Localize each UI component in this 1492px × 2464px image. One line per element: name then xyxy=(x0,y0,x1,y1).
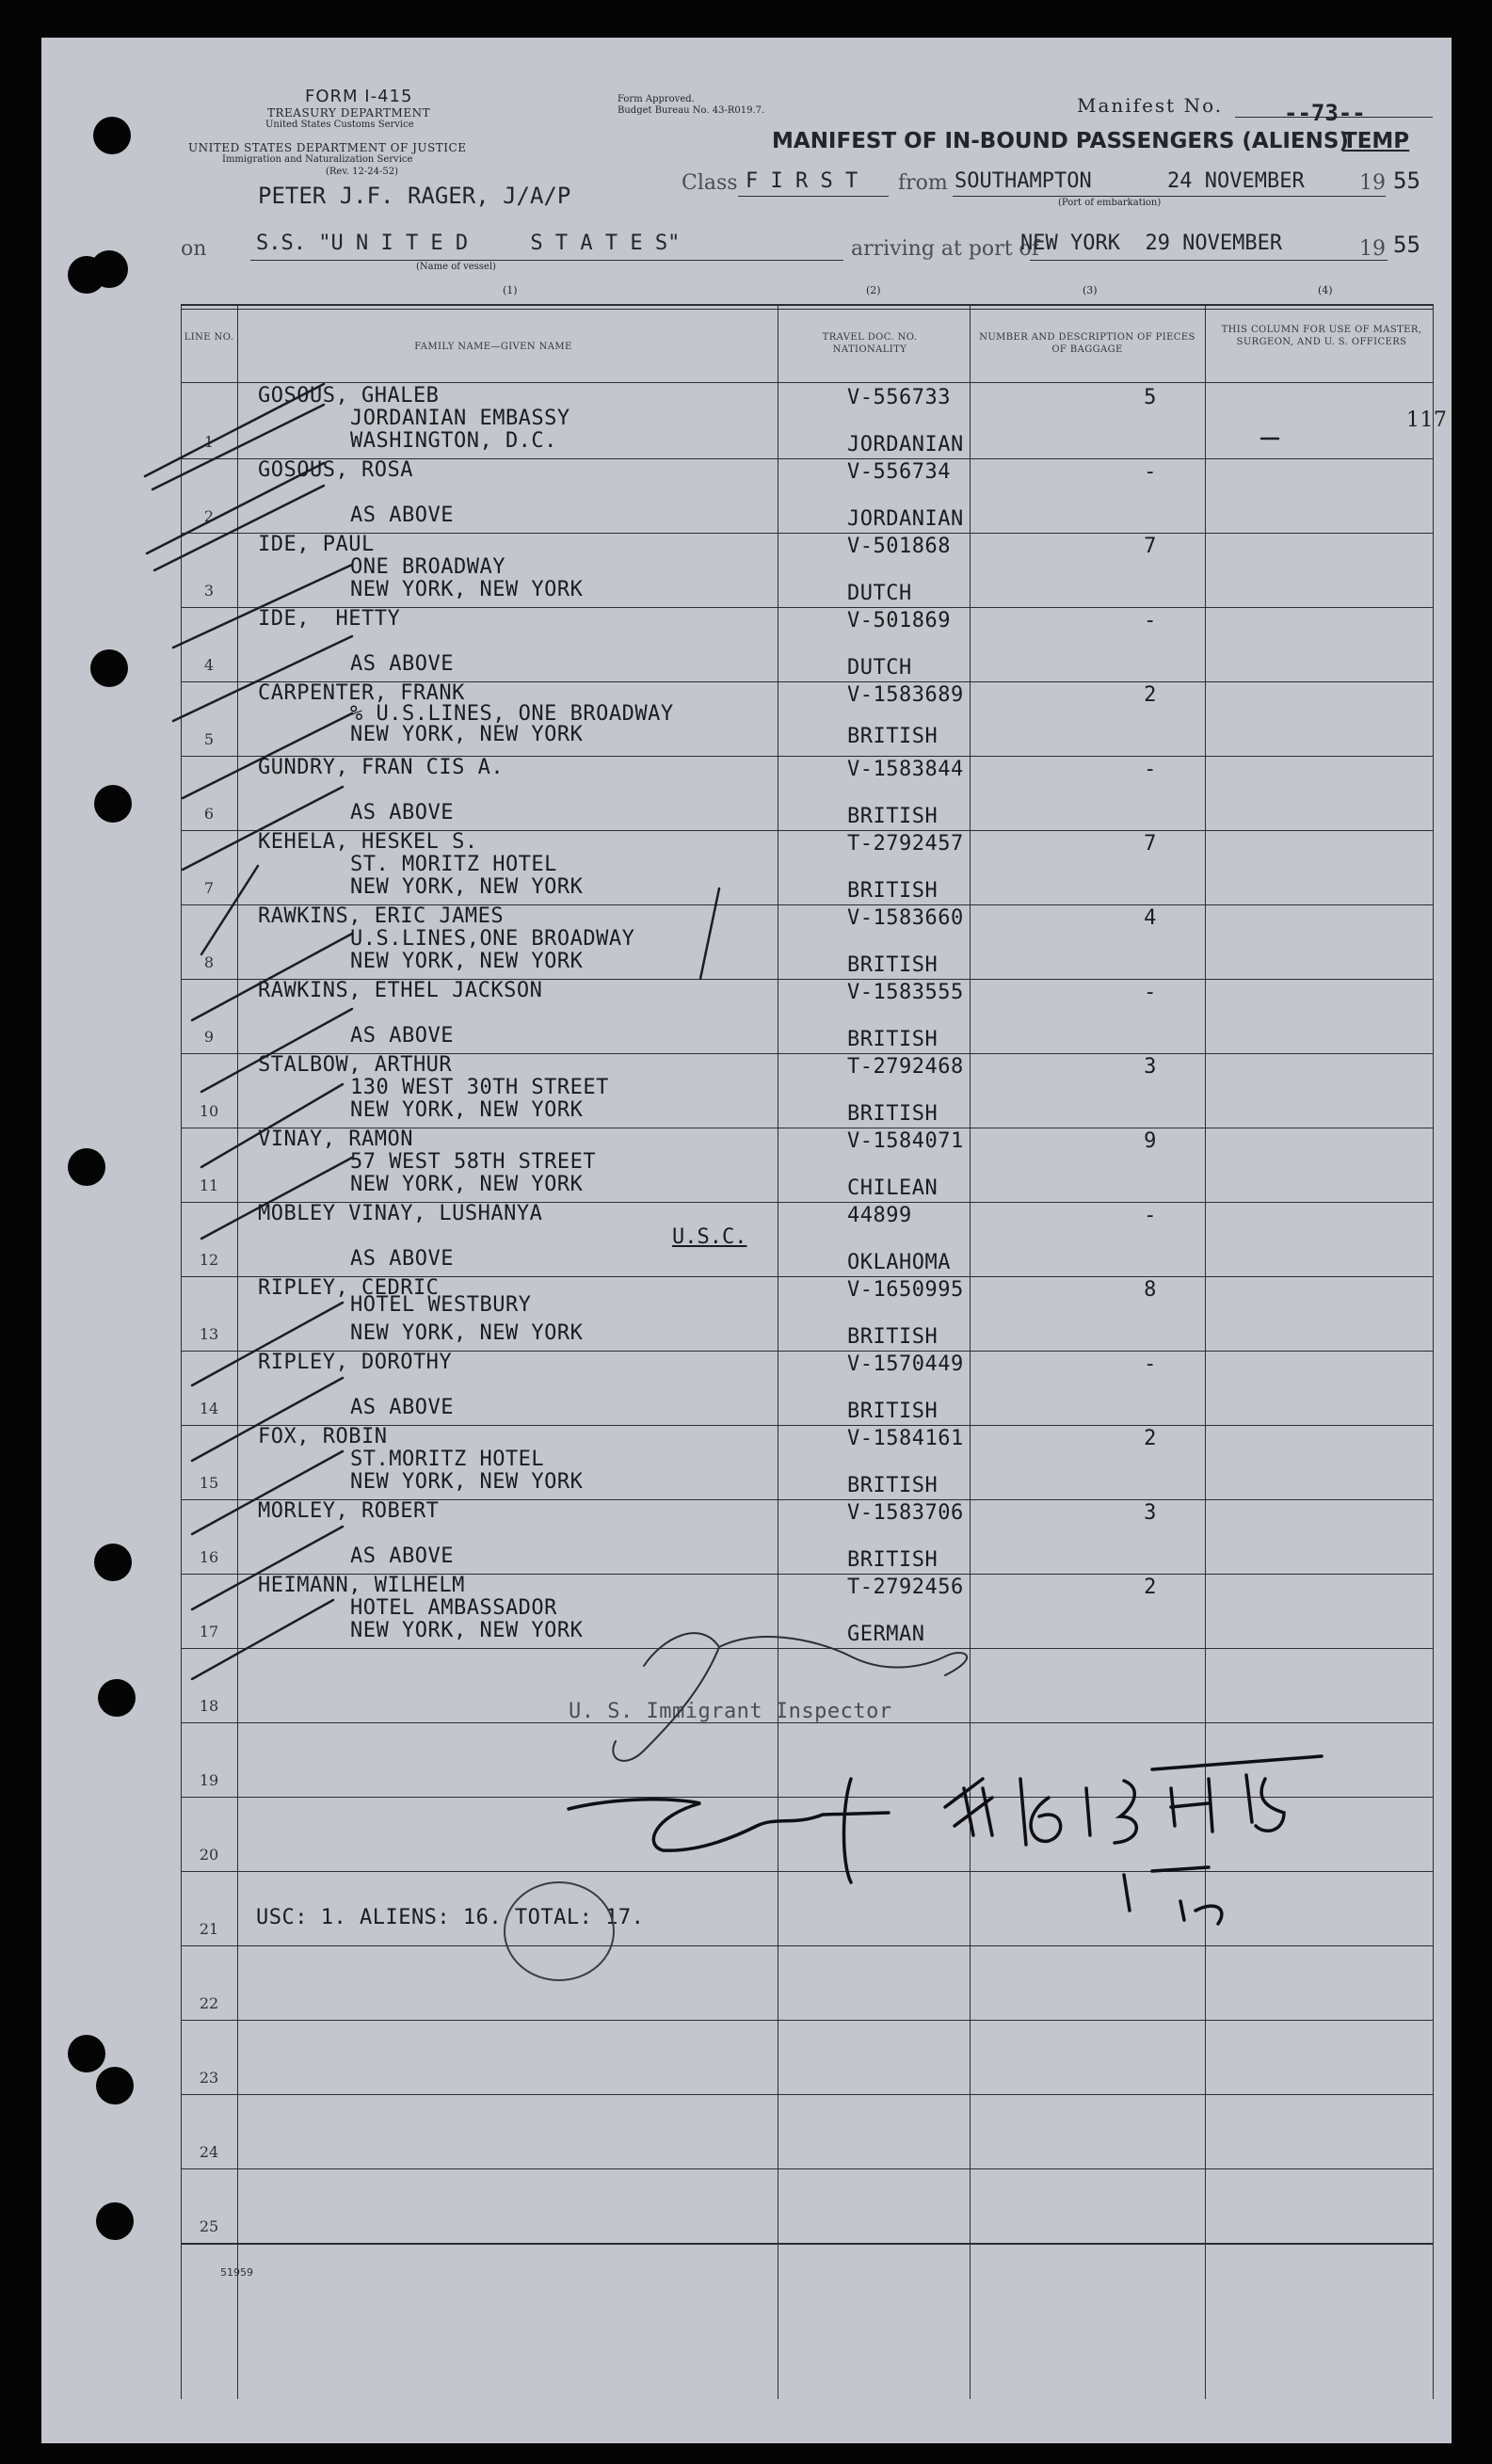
manifest-no-value: --73-- xyxy=(1284,100,1366,126)
line-number: 10 xyxy=(199,1102,219,1120)
from-label: from xyxy=(898,171,948,195)
line-number: 1 xyxy=(203,433,215,451)
column-number-3: (3) xyxy=(1083,284,1098,296)
footer-code: 51959 xyxy=(220,2266,253,2279)
travel-doc-number: V-556733 xyxy=(847,386,951,409)
binder-hole xyxy=(68,2035,105,2072)
passenger-summary: USC: 1. ALIENS: 16. TOTAL: 17. xyxy=(256,1906,645,1929)
port-of-embarkation: SOUTHAMPTON xyxy=(955,169,1092,193)
table-row xyxy=(181,607,1433,681)
table-row xyxy=(181,1202,1433,1276)
address-line-1: 57 WEST 58TH STREET xyxy=(350,1150,597,1174)
nationality: JORDANIAN xyxy=(847,433,964,456)
binder-hole xyxy=(68,1148,105,1186)
table-row-empty xyxy=(181,1797,1433,1871)
table-row xyxy=(181,1351,1433,1425)
header-baggage: NUMBER AND DESCRIPTION OF PIECES OF BAGGAGE xyxy=(979,332,1195,355)
row-rule xyxy=(181,2094,1433,2095)
travel-doc-number: V-1583706 xyxy=(847,1501,964,1525)
line-number: 2 xyxy=(203,507,215,525)
form-number: FORM I-415 xyxy=(305,87,413,106)
line-number: 24 xyxy=(199,2143,219,2161)
nationality: BRITISH xyxy=(847,1102,939,1126)
line-number: 15 xyxy=(199,1474,219,1492)
table-row-empty xyxy=(181,2094,1433,2168)
passenger-name: CARPENTER, FRANK xyxy=(258,681,465,705)
table-row xyxy=(181,458,1433,533)
row-rule xyxy=(181,1945,1433,1946)
passenger-name: MOBLEY VINAY, LUSHANYA xyxy=(258,1202,543,1225)
nationality: CHILEAN xyxy=(847,1176,939,1200)
row-rule xyxy=(181,681,1433,682)
line-number: 6 xyxy=(203,805,215,823)
row-rule xyxy=(181,1053,1433,1054)
header-line-no: LINE NO. xyxy=(184,332,234,343)
row-rule xyxy=(181,1202,1433,1203)
line-number: 4 xyxy=(203,656,215,674)
travel-doc-number: T-2792457 xyxy=(847,832,964,856)
header-officers: THIS COLUMN FOR USE OF MASTER, SURGEON, AND U. S. OFFICERS xyxy=(1221,325,1422,347)
nationality: BRITISH xyxy=(847,953,939,977)
address-line-2: NEW YORK, NEW YORK xyxy=(350,1173,584,1196)
binder-hole xyxy=(90,250,128,288)
baggage-count: 9 xyxy=(1144,1129,1157,1153)
row-rule xyxy=(181,2020,1433,2021)
address-line-2: AS ABOVE xyxy=(350,652,454,676)
passenger-name: HEIMANN, WILHELM xyxy=(258,1574,465,1597)
passenger-name: MORLEY, ROBERT xyxy=(258,1499,440,1523)
column-divider xyxy=(1433,304,1434,2399)
table-row xyxy=(181,681,1433,756)
table-row-empty xyxy=(181,2020,1433,2094)
passenger-name: FOX, ROBIN xyxy=(258,1425,388,1448)
justice-department: UNITED STATES DEPARTMENT OF JUSTICE xyxy=(188,141,467,154)
ins-service: Immigration and Naturalization Service xyxy=(222,154,413,165)
row-rule xyxy=(181,979,1433,980)
passenger-name: RAWKINS, ERIC JAMES xyxy=(258,904,505,928)
table-row xyxy=(181,1276,1433,1351)
table-row-empty xyxy=(181,2168,1433,2243)
nationality: OKLAHOMA xyxy=(847,1251,951,1274)
form-approved: Form Approved. xyxy=(618,94,695,104)
manifest-no-label: Manifest No. xyxy=(1077,94,1224,117)
arrival-year: 55 xyxy=(1393,232,1420,258)
travel-doc-number: V-1584161 xyxy=(847,1427,964,1450)
passenger-name: RIPLEY, DOROTHY xyxy=(258,1351,453,1374)
table-row xyxy=(181,1574,1433,1648)
table-row-empty xyxy=(181,1945,1433,2020)
address-line-2: NEW YORK, NEW YORK xyxy=(350,1321,584,1345)
baggage-count: - xyxy=(1144,981,1157,1004)
vessel-name: S.S. "U N I T E D S T A T E S" xyxy=(256,232,681,255)
passenger-name: GOSOUS, GHALEB xyxy=(258,384,440,408)
manifest-title-suffix: TEMP xyxy=(1342,129,1410,153)
nationality: JORDANIAN xyxy=(847,507,964,531)
baggage-count: 2 xyxy=(1144,683,1157,707)
travel-doc-number: V-1584071 xyxy=(847,1129,964,1153)
port-caption: (Port of embarkation) xyxy=(1058,198,1162,208)
row-rule xyxy=(181,607,1433,608)
passenger-name: GUNDRY, FRAN CIS A. xyxy=(258,756,505,779)
budget-bureau: Budget Bureau No. 43-R019.7. xyxy=(618,105,765,116)
officer-annotation: 117 xyxy=(1406,408,1448,432)
address-line-1: HOTEL WESTBURY xyxy=(350,1293,532,1317)
address-line-2: AS ABOVE xyxy=(350,1396,454,1419)
address-line-2: NEW YORK, NEW YORK xyxy=(350,875,584,899)
line-number: 22 xyxy=(199,1994,219,2012)
travel-doc-number: V-556734 xyxy=(847,460,951,484)
inspector-label: U. S. Immigrant Inspector xyxy=(569,1700,892,1723)
customs-service: United States Customs Service xyxy=(265,120,414,130)
address-line-2: NEW YORK, NEW YORK xyxy=(350,1470,584,1494)
line-number: 21 xyxy=(199,1920,219,1938)
baggage-count: - xyxy=(1144,1352,1157,1376)
travel-doc-number: V-1583844 xyxy=(847,758,964,781)
line-number: 25 xyxy=(199,2217,219,2235)
table-row xyxy=(181,1128,1433,1202)
passenger-name: IDE, PAUL xyxy=(258,533,375,556)
table-row xyxy=(181,533,1433,607)
address-line-1: HOTEL AMBASSADOR xyxy=(350,1596,557,1620)
baggage-count: 2 xyxy=(1144,1576,1157,1599)
line-number: 20 xyxy=(199,1846,219,1864)
line-number: 3 xyxy=(203,582,215,600)
line-number: 23 xyxy=(199,2069,219,2087)
row-rule xyxy=(181,1574,1433,1575)
binder-hole xyxy=(96,2202,134,2240)
address-line-1: % U.S.LINES, ONE BROADWAY xyxy=(350,702,674,726)
row-rule xyxy=(181,1276,1433,1277)
address-line-2: AS ABOVE xyxy=(350,504,454,527)
passenger-name: GOSOUS, ROSA xyxy=(258,458,413,482)
binder-hole xyxy=(96,2067,134,2104)
arriving-label: arriving at port of xyxy=(851,237,1039,261)
baggage-count: 5 xyxy=(1144,386,1157,409)
nationality: BRITISH xyxy=(847,805,939,828)
on-label: on xyxy=(181,237,207,261)
class-label: Class xyxy=(682,171,738,195)
baggage-count: - xyxy=(1144,1204,1157,1227)
address-line-2: AS ABOVE xyxy=(350,1024,454,1048)
arrival-year-prefix: 19 xyxy=(1359,237,1386,261)
address-line-2: NEW YORK, NEW YORK xyxy=(350,1098,584,1122)
row-rule xyxy=(181,2168,1433,2169)
row-rule xyxy=(181,1871,1433,1872)
table-row xyxy=(181,830,1433,904)
binder-hole xyxy=(98,1679,136,1717)
embark-year: 55 xyxy=(1393,168,1420,194)
class-value: F I R S T xyxy=(746,169,858,193)
line-number: 9 xyxy=(203,1028,215,1046)
row-rule xyxy=(181,1648,1433,1649)
usc-marker: U.S.C. xyxy=(672,1225,747,1249)
manifest-title: MANIFEST OF IN-BOUND PASSENGERS (ALIENS) xyxy=(772,129,1349,153)
row-rule xyxy=(181,1797,1433,1798)
address-line-1: 130 WEST 30TH STREET xyxy=(350,1076,609,1099)
table-top-rule xyxy=(181,304,1433,306)
line-number: 17 xyxy=(199,1623,219,1640)
address-line-1: ONE BROADWAY xyxy=(350,555,505,579)
header-travel-doc: TRAVEL DOC. NO. NATIONALITY xyxy=(822,332,918,355)
table-row-empty xyxy=(181,1722,1433,1797)
class-fill xyxy=(738,196,889,197)
baggage-count: 3 xyxy=(1144,1501,1157,1525)
line-number: 14 xyxy=(199,1400,219,1417)
nationality: BRITISH xyxy=(847,1028,939,1051)
row-rule xyxy=(181,904,1433,905)
travel-doc-number: V-1583689 xyxy=(847,683,964,707)
row-rule xyxy=(181,756,1433,757)
passenger-name: IDE, HETTY xyxy=(258,607,401,631)
address-line-2: AS ABOVE xyxy=(350,1247,454,1271)
line-number: 16 xyxy=(199,1548,219,1566)
travel-doc-number: V-1583555 xyxy=(847,981,964,1004)
row-rule xyxy=(181,533,1433,534)
line-number: 12 xyxy=(199,1251,219,1269)
nationality: DUTCH xyxy=(847,582,912,605)
vessel-fill xyxy=(250,260,843,261)
row-rule xyxy=(181,1499,1433,1500)
line-number: 13 xyxy=(199,1325,219,1343)
baggage-count: 8 xyxy=(1144,1278,1157,1302)
passenger-name: RIPLEY, CEDRIC xyxy=(258,1276,440,1300)
nationality: GERMAN xyxy=(847,1623,925,1646)
baggage-count: - xyxy=(1144,460,1157,484)
nationality: BRITISH xyxy=(847,1400,939,1423)
table-row xyxy=(181,1499,1433,1574)
line-number: 11 xyxy=(199,1176,219,1194)
travel-doc-number: T-2792456 xyxy=(847,1576,964,1599)
embark-year-prefix: 19 xyxy=(1359,171,1386,195)
column-number-4: (4) xyxy=(1318,284,1333,296)
row-rule xyxy=(181,1351,1433,1352)
table-bottom-rule xyxy=(181,2243,1433,2245)
address-line-2: NEW YORK, NEW YORK xyxy=(350,578,584,601)
travel-doc-number: V-501868 xyxy=(847,535,951,558)
line-number: 7 xyxy=(203,879,215,897)
nationality: BRITISH xyxy=(847,1474,939,1497)
baggage-count: - xyxy=(1144,758,1157,781)
passenger-name: VINAY, RAMON xyxy=(258,1128,413,1151)
travel-doc-number: V-1583660 xyxy=(847,906,964,930)
nationality: BRITISH xyxy=(847,725,939,748)
address-line-1: JORDANIAN EMBASSY xyxy=(350,407,570,430)
nationality: DUTCH xyxy=(847,656,912,680)
table-top-rule-inner xyxy=(181,309,1433,310)
line-number: 18 xyxy=(199,1697,219,1715)
passenger-name: STALBOW, ARTHUR xyxy=(258,1053,453,1077)
nationality: BRITISH xyxy=(847,1325,939,1349)
table-row xyxy=(181,979,1433,1053)
address-line-2: NEW YORK, NEW YORK xyxy=(350,723,584,746)
nationality: BRITISH xyxy=(847,879,939,903)
baggage-count: 2 xyxy=(1144,1427,1157,1450)
binder-hole xyxy=(94,1544,132,1581)
table-row xyxy=(181,1425,1433,1499)
arrival-port-date: NEW YORK 29 NOVEMBER xyxy=(1020,232,1283,255)
from-fill xyxy=(953,196,1386,197)
row-rule xyxy=(181,830,1433,831)
agent-name: PETER J.F. RAGER, J/A/P xyxy=(258,183,571,209)
header-row-rule xyxy=(181,382,1433,383)
row-rule xyxy=(181,1425,1433,1426)
travel-doc-number: V-1570449 xyxy=(847,1352,964,1376)
column-number-2: (2) xyxy=(866,284,881,296)
baggage-count: - xyxy=(1144,609,1157,632)
travel-doc-number: V-1650995 xyxy=(847,1278,964,1302)
passenger-name: KEHELA, HESKEL S. xyxy=(258,830,478,854)
address-line-1: U.S.LINES,ONE BROADWAY xyxy=(350,927,635,951)
column-number-1: (1) xyxy=(503,284,518,296)
table-row xyxy=(181,756,1433,830)
travel-doc-number: T-2792468 xyxy=(847,1055,964,1079)
passenger-name: RAWKINS, ETHEL JACKSON xyxy=(258,979,543,1002)
embarkation-date: 24 NOVEMBER xyxy=(1167,169,1305,193)
table-row xyxy=(181,1053,1433,1128)
address-line-2: AS ABOVE xyxy=(350,1544,454,1568)
nationality: BRITISH xyxy=(847,1548,939,1572)
address-line-2: NEW YORK, NEW YORK xyxy=(350,950,584,973)
line-number: 19 xyxy=(199,1771,219,1789)
vessel-caption: (Name of vessel) xyxy=(416,262,496,272)
address-line-1: ST. MORITZ HOTEL xyxy=(350,853,557,876)
address-line-2: NEW YORK, NEW YORK xyxy=(350,1619,584,1642)
header-family-name: FAMILY NAME—GIVEN NAME xyxy=(414,342,572,352)
address-line-2: AS ABOVE xyxy=(350,801,454,824)
line-number: 8 xyxy=(203,953,215,971)
arrival-fill xyxy=(1030,260,1388,261)
line-number: 5 xyxy=(203,730,215,748)
treasury-department: TREASURY DEPARTMENT xyxy=(267,106,431,120)
revision-date: (Rev. 12-24-52) xyxy=(326,167,399,177)
manifest-page xyxy=(41,38,1452,2443)
table-row xyxy=(181,384,1448,458)
baggage-count: 7 xyxy=(1144,535,1157,558)
travel-doc-number: V-501869 xyxy=(847,609,951,632)
address-line-1: ST.MORITZ HOTEL xyxy=(350,1448,545,1471)
binder-hole xyxy=(90,649,128,687)
baggage-count: 7 xyxy=(1144,832,1157,856)
address-line-2: WASHINGTON, D.C. xyxy=(350,429,557,453)
binder-hole xyxy=(94,785,132,823)
row-rule xyxy=(181,458,1433,459)
table-row xyxy=(181,904,1433,979)
travel-doc-number: 44899 xyxy=(847,1204,912,1227)
baggage-count: 3 xyxy=(1144,1055,1157,1079)
binder-hole xyxy=(93,117,131,154)
baggage-count: 4 xyxy=(1144,906,1157,930)
